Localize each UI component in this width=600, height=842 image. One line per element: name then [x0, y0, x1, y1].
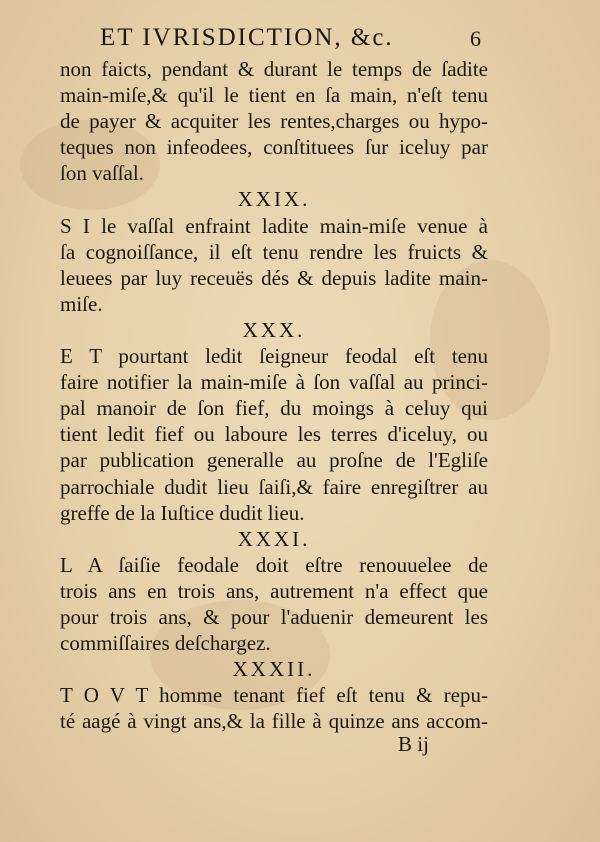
text-line: de payer & acquiter les rentes,charges ou hypo- — [60, 109, 488, 134]
text-line: E T pourtant ledit ſeigneur feodal eſt tenu — [60, 344, 488, 369]
text-line: leuees par luy receuës dés & depuis ladite main- — [60, 265, 488, 290]
text-line: trois ans en trois ans, autrement n'a effect que — [60, 578, 488, 603]
signature-mark: B ij — [398, 732, 429, 756]
text-line: pour trois ans, & pour l'aduenir demeurent les — [60, 604, 488, 629]
article-heading: XXXI. — [237, 526, 311, 551]
text-line: faire notifier la main-miſe à ſon vaſſal au princi- — [60, 370, 488, 395]
text-line: teques non infeodees, conſtituees ſur iceluy par — [60, 135, 488, 160]
text-line: greffe de la Iuſtice dudit lieu. — [60, 500, 305, 525]
running-title: ET IVRISDICTION, &c. — [100, 24, 394, 51]
text-line: ſa cognoiſſance, il eſt tenu rendre les fruicts & — [60, 239, 488, 264]
text-line: parrochiale dudit lieu ſaiſi,& faire enregiſtrer au — [60, 474, 488, 499]
text-line: miſe. — [60, 291, 103, 316]
text-line: ſon vaſſal. — [60, 161, 144, 186]
text-block — [60, 56, 488, 734]
text-line: tient ledit fief ou laboure les terres d'iceluy, ou — [60, 422, 488, 447]
text-line: S I le vaſſal enfraint ladite main-miſe venue à — [60, 213, 488, 238]
text-line: non faicts, pendant & durant le temps de ſadite — [60, 57, 488, 81]
text-line: commiſſaires deſchargez. — [60, 631, 271, 656]
article-heading: XXXII. — [232, 657, 316, 682]
text-line: T O V T homme tenant fief eſt tenu & repu- — [60, 683, 488, 708]
text-line: par publication generalle au proſne de l'Egliſe — [60, 448, 488, 473]
text-line: main-miſe,& qu'il le tient en ſa main, n'eſt tenu — [60, 83, 488, 108]
article-heading: XXX. — [242, 317, 306, 342]
article-heading: XXIX. — [237, 187, 311, 212]
running-header — [0, 24, 600, 58]
text-line: té aagé à vingt ans,& la fille à quinze ans accom- — [60, 709, 488, 734]
page-number: 6 — [470, 26, 481, 51]
text-line: L A ſaiſie feodale doit eſtre renouuelee de — [60, 552, 488, 577]
text-line: pal manoir de ſon fief, du moings à celuy qui — [60, 396, 488, 421]
